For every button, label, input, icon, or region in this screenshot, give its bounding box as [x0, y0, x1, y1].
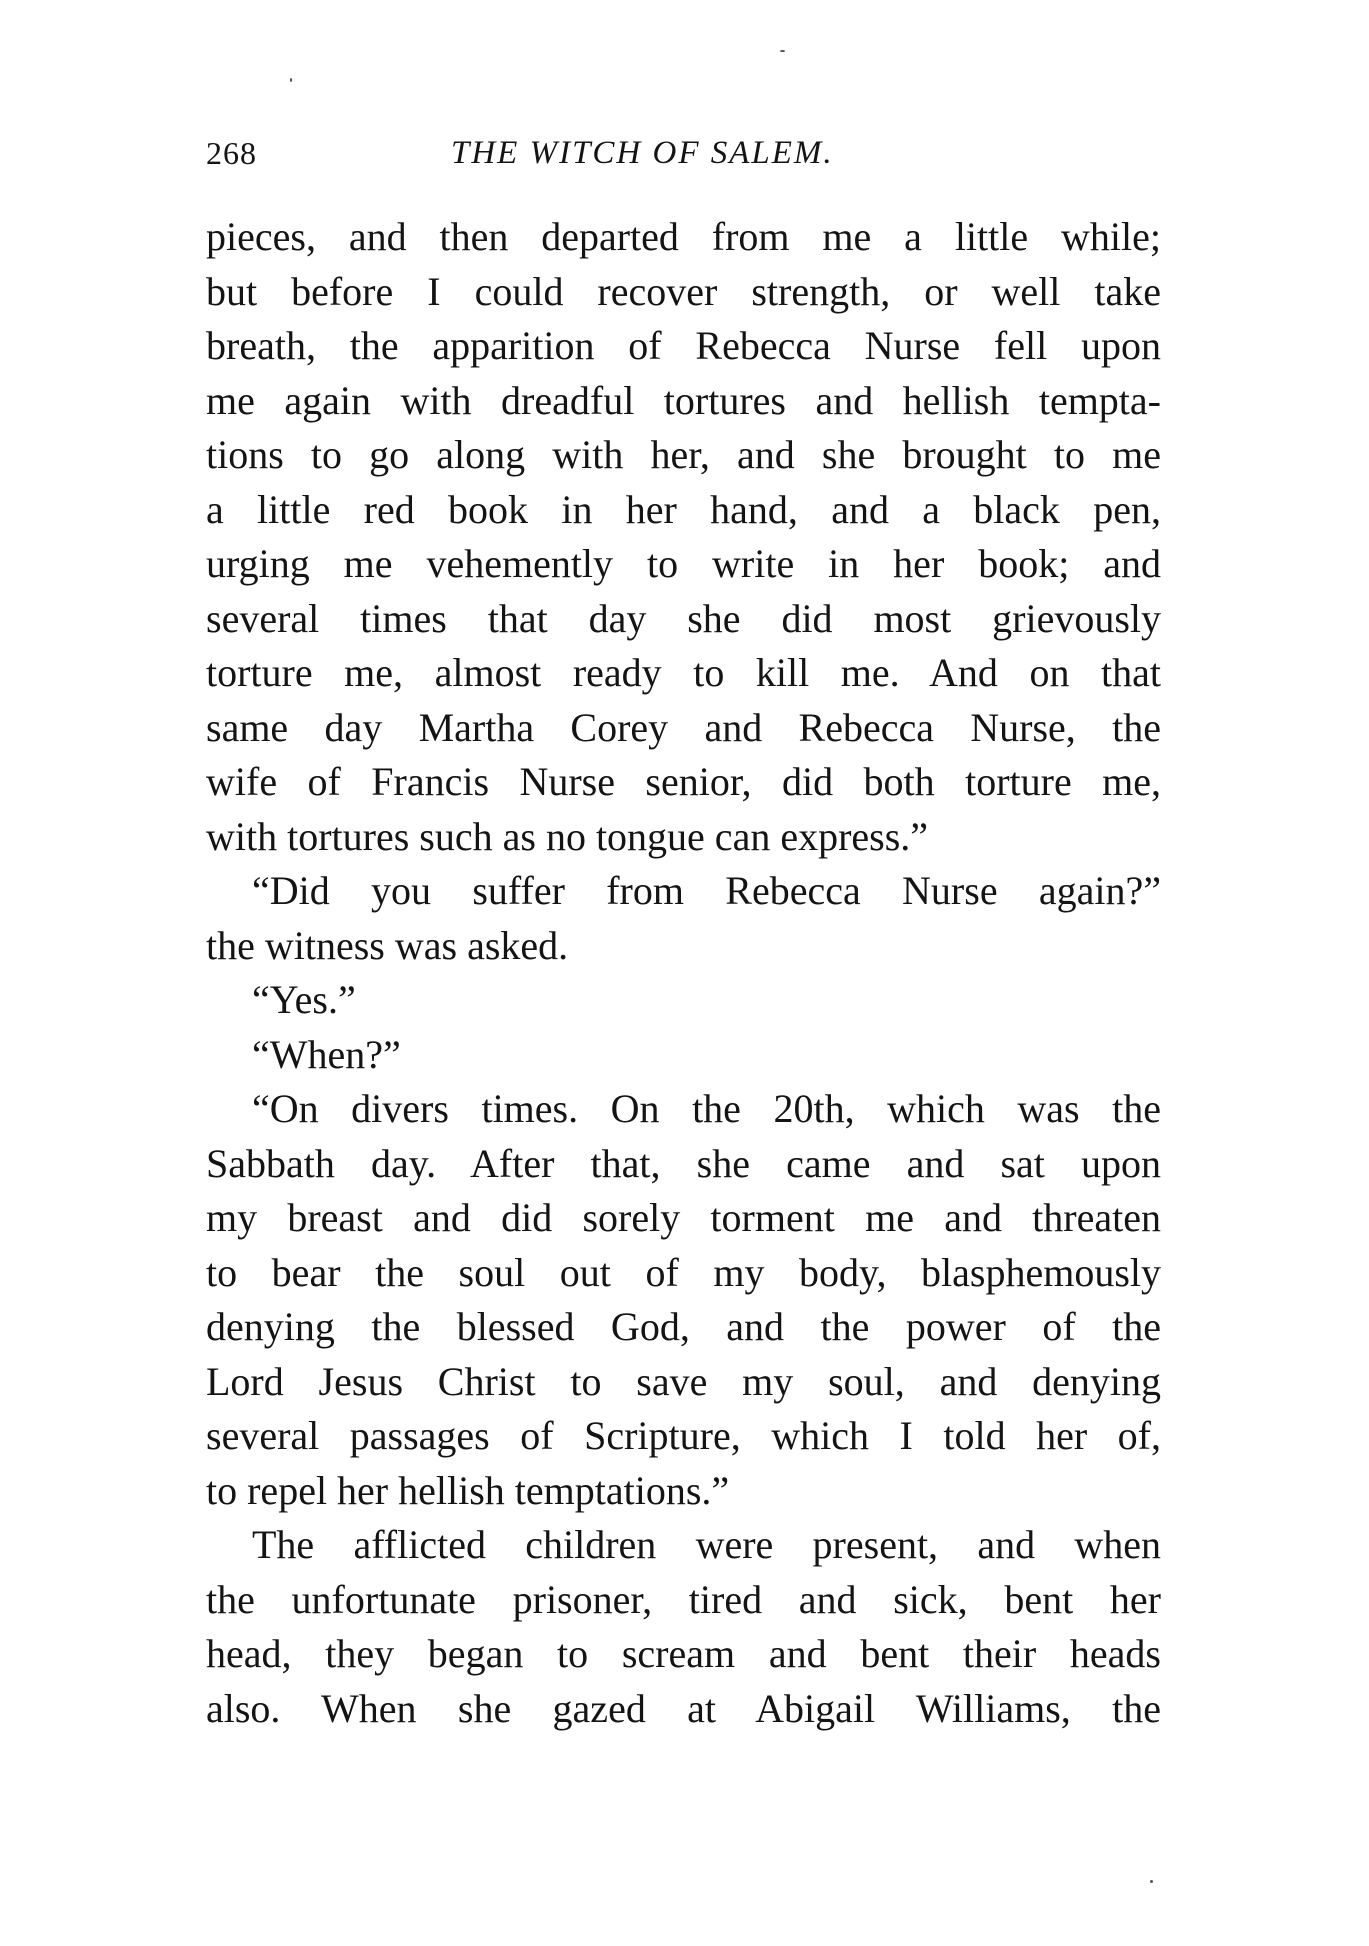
text-line: to repel her hellish temptations.” — [206, 1467, 730, 1513]
text-line: several times that day she did most grievously — [206, 595, 1161, 641]
text-line: pieces, and then departed from me a little while; — [206, 214, 1161, 259]
running-title: THE WITCH OF SALEM. — [451, 135, 834, 171]
text-line: “Yes.” — [252, 977, 356, 1022]
text-line: me again with dreadful tortures and hellish tempta- — [206, 377, 1161, 423]
text-line: the witness was asked. — [206, 922, 569, 968]
text-line: my breast and did sorely torment me and threaten — [206, 1195, 1161, 1240]
text-line: “Did you suffer from Rebecca Nurse again?” — [252, 868, 1161, 913]
scan-speck — [780, 50, 785, 52]
text-line: to bear the soul out of my body, blasphemously — [206, 1249, 1161, 1295]
text-line: also. When she gazed at Abigail Williams, the — [206, 1685, 1161, 1731]
text-line: “On divers times. On the 20th, which was the — [252, 1086, 1161, 1131]
text-line: Lord Jesus Christ to save my soul, and denying — [206, 1358, 1161, 1404]
text-line: Sabbath day. After that, she came and sat upon — [206, 1140, 1161, 1186]
text-line: denying the blessed God, and the power of the — [206, 1304, 1161, 1349]
text-line: but before I could recover strength, or well take — [206, 268, 1161, 314]
text-line: breath, the apparition of Rebecca Nurse fell upon — [206, 323, 1161, 368]
body-text — [206, 210, 1161, 1736]
scan-speck — [1150, 1880, 1153, 1883]
text-line: urging me vehemently to write in her book; and — [206, 541, 1161, 586]
text-line: several passages of Scripture, which I told her of, — [206, 1413, 1161, 1458]
text-line: tions to go along with her, and she brought to me — [206, 432, 1161, 477]
text-line: with tortures such as no tongue can express.” — [206, 813, 929, 859]
page-header — [206, 135, 1161, 185]
text-line: head, they began to scream and bent their heads — [206, 1631, 1161, 1676]
text-line: same day Martha Corey and Rebecca Nurse, the — [206, 704, 1161, 750]
text-line: “When?” — [252, 1031, 401, 1077]
scan-speck — [290, 78, 292, 82]
text-line: The afflicted children were present, and when — [252, 1522, 1161, 1567]
text-line: wife of Francis Nurse senior, did both torture me, — [206, 759, 1161, 804]
text-line: the unfortunate prisoner, tired and sick, bent her — [206, 1576, 1161, 1622]
text-line: torture me, almost ready to kill me. And on that — [206, 650, 1161, 695]
page-number: 268 — [206, 135, 257, 171]
text-line: a little red book in her hand, and a black pen, — [206, 486, 1161, 532]
